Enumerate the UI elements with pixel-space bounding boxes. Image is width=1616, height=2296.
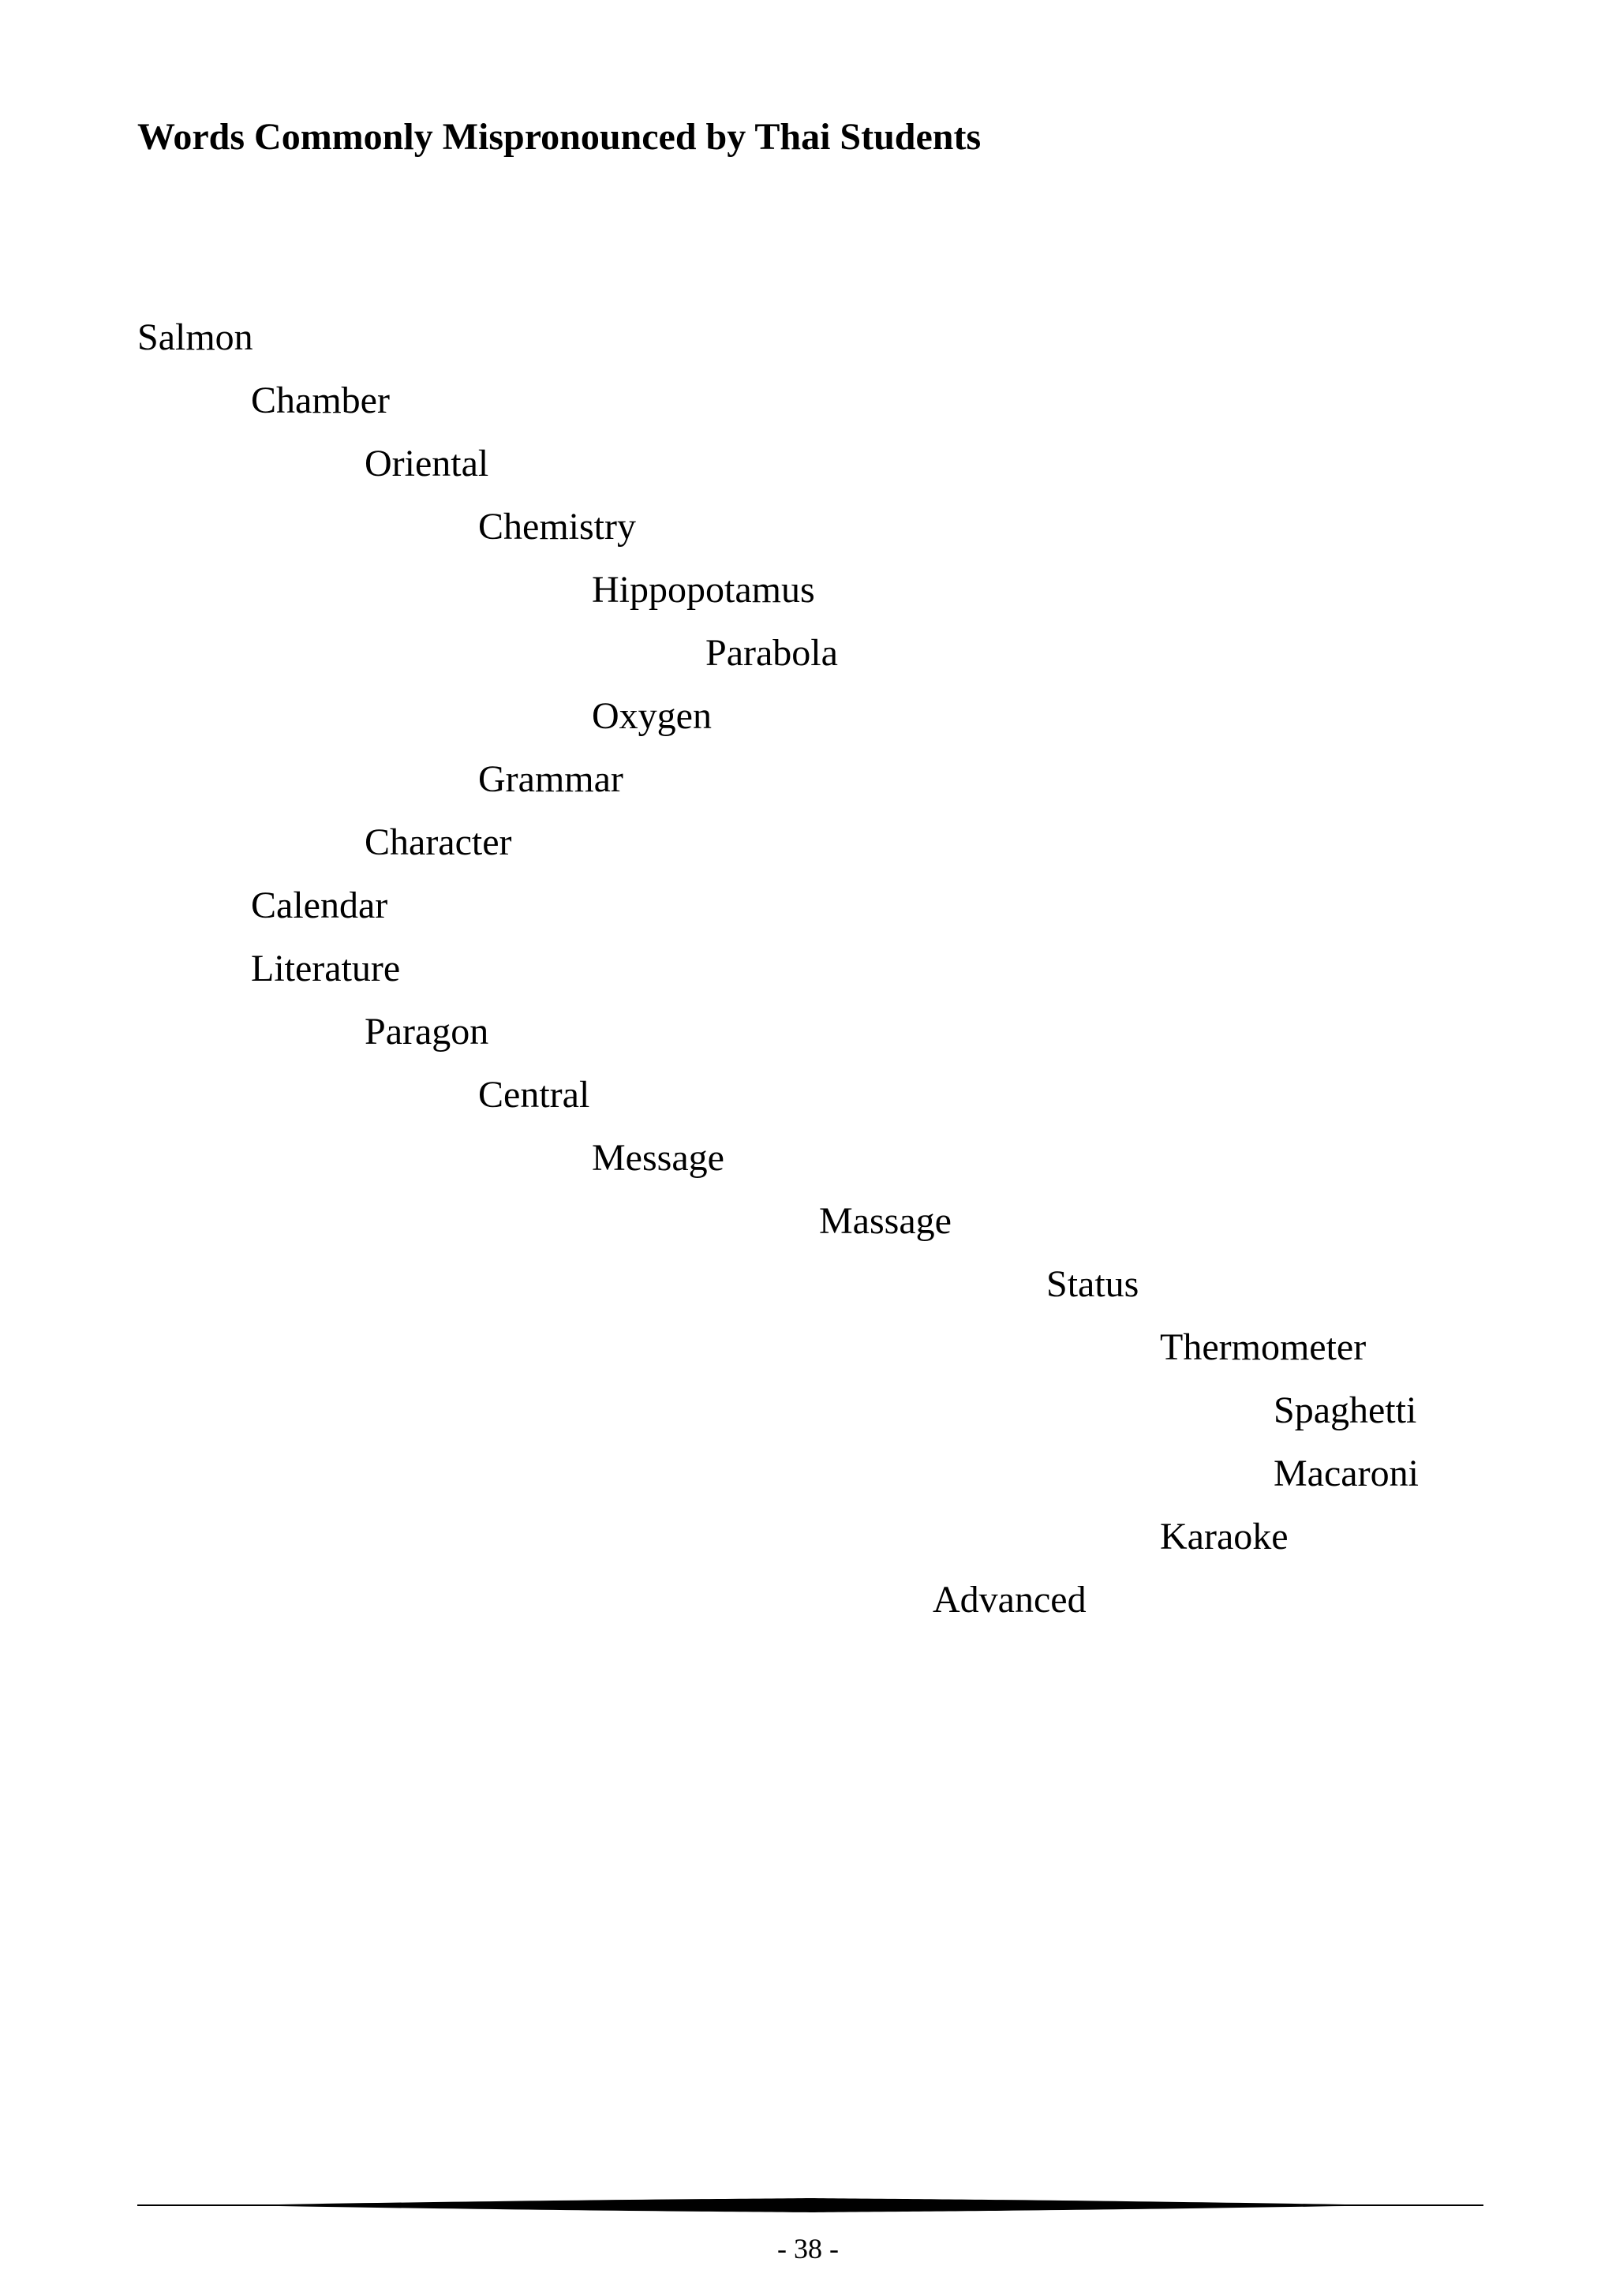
word-item: Literature <box>251 948 401 989</box>
word-item: Central <box>478 1074 590 1116</box>
word-item: Parabola <box>705 632 838 674</box>
word-item: Character <box>365 821 512 863</box>
page-number: - 38 - <box>777 2233 839 2264</box>
word-item: Macaroni <box>1274 1453 1419 1494</box>
word-item: Message <box>592 1137 724 1179</box>
word-item: Chamber <box>251 380 390 421</box>
word-item: Oxygen <box>592 695 712 737</box>
word-item: Grammar <box>478 758 623 800</box>
word-item: Chemistry <box>478 506 636 548</box>
word-item: Hippopotamus <box>592 569 815 611</box>
word-item: Massage <box>819 1200 952 1242</box>
word-item: Calendar <box>251 884 388 926</box>
word-item: Paragon <box>365 1011 489 1053</box>
word-item: Salmon <box>137 316 253 358</box>
page-title: Words Commonly Mispronounced by Thai Students <box>137 116 982 158</box>
footer-rule <box>137 2193 1483 2217</box>
word-item: Oriental <box>365 443 489 484</box>
word-item: Status <box>1046 1263 1139 1305</box>
word-item: Karaoke <box>1160 1516 1289 1557</box>
word-item: Thermometer <box>1160 1326 1367 1368</box>
word-item: Spaghetti <box>1274 1389 1417 1431</box>
word-item: Advanced <box>933 1579 1087 1621</box>
